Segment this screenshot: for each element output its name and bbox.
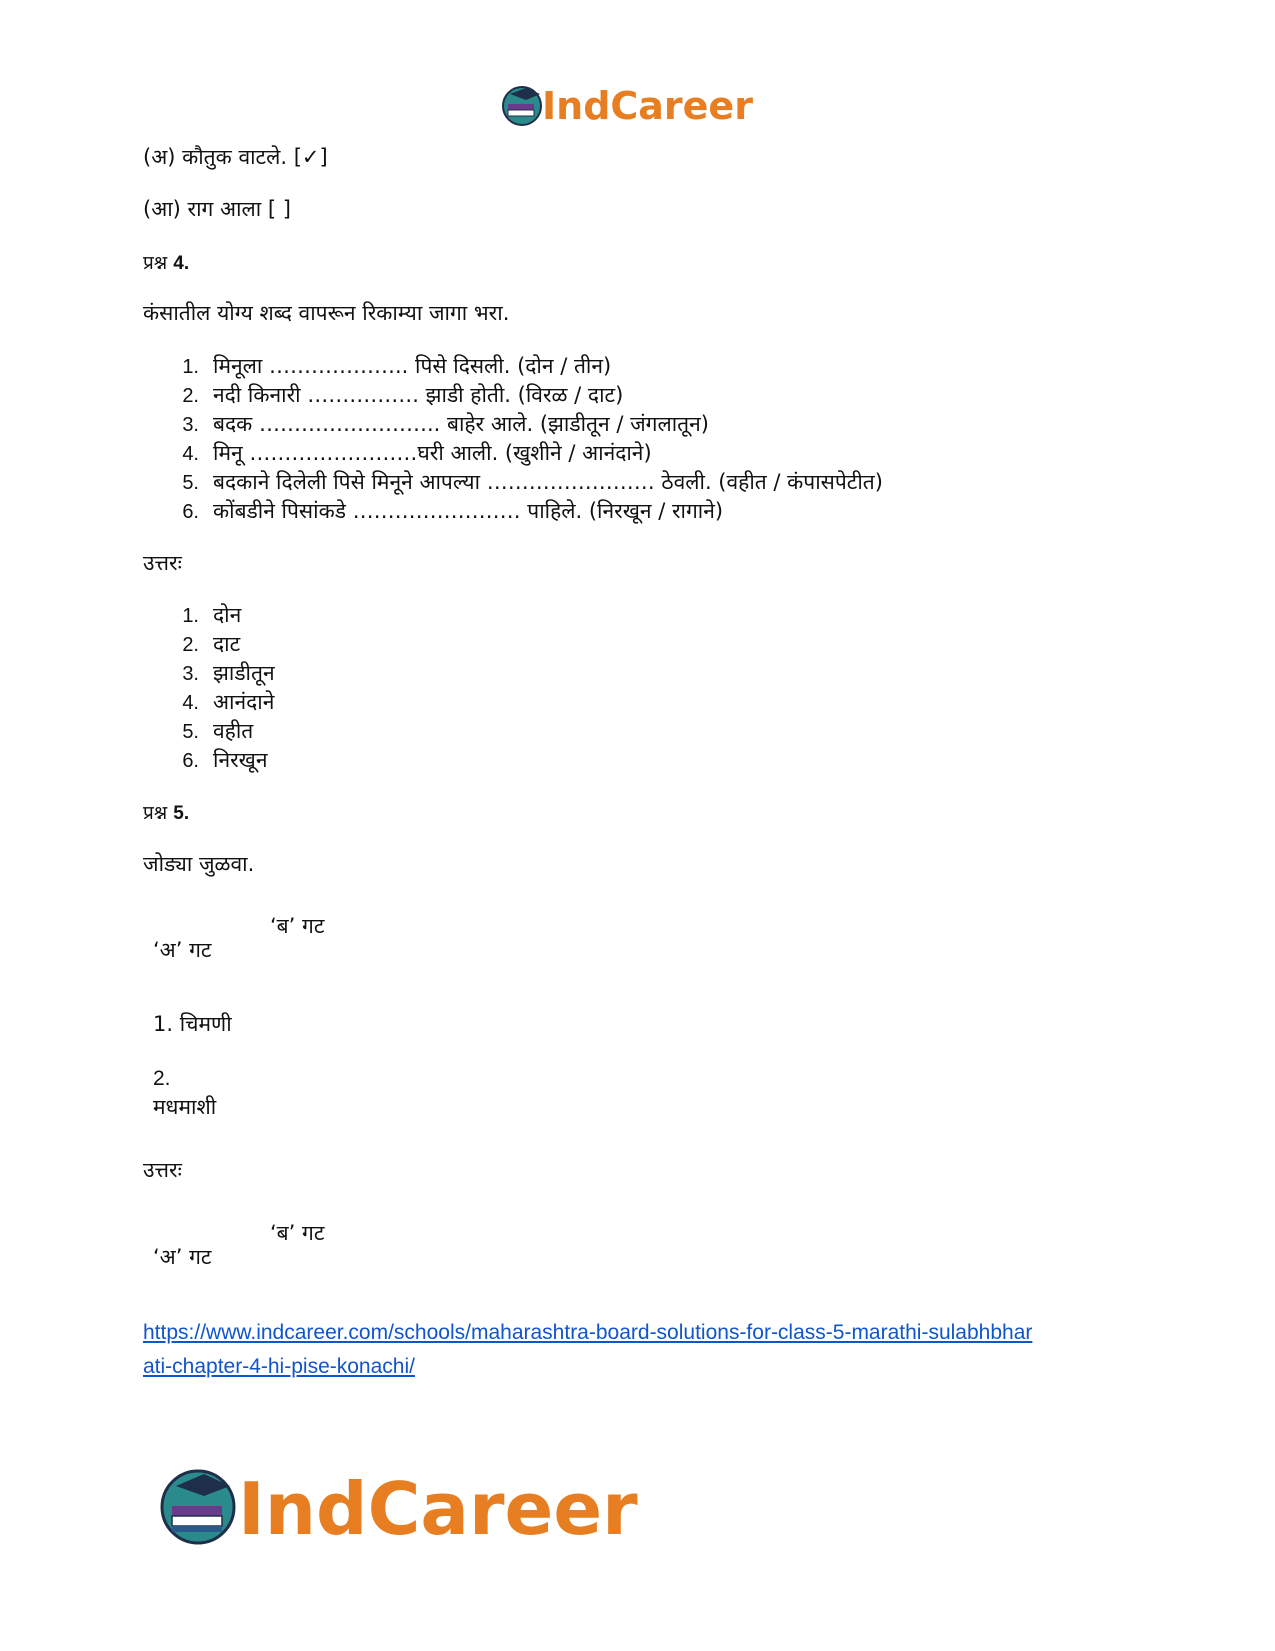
source-link-line-1[interactable]: https://www.indcareer.com/schools/maharashtra-board-solutions-for-class-5-marathi-sulabhbhar — [143, 1321, 1033, 1344]
answer-label: उत्तरः — [143, 1158, 182, 1182]
list-item-number: 3. — [182, 663, 199, 685]
list-item-text: बदकाने दिलेली पिसे मिनूने आपल्या …………………… ठेवली. (वहीत / कंपासपेटीत) — [213, 470, 883, 494]
list-item — [153, 498, 723, 525]
list-item-number: 2. — [182, 634, 199, 656]
list-item-text: वहीत — [213, 719, 254, 743]
list-item-number: 2. — [182, 385, 199, 407]
question-number: 5. — [173, 803, 190, 824]
question-4-heading — [143, 249, 189, 275]
list-item — [153, 469, 883, 496]
list-item — [153, 440, 652, 467]
list-item-number: 4. — [182, 443, 199, 465]
list-item-text: दाट — [213, 632, 241, 656]
list-item-text: बदक …………………….. बाहेर आले. (झाडीतून / जंगलातून) — [213, 412, 709, 436]
list-item-text: आनंदाने — [213, 690, 275, 714]
column-a-header: ‘अ’ गट — [153, 1245, 212, 1269]
list-item-number: 4. — [182, 692, 199, 714]
brand-logo-footer — [160, 1462, 670, 1552]
question-5-instruction: जोड्या जुळवा. — [143, 852, 255, 876]
list-item-number: 6. — [182, 750, 199, 772]
option-a: (अ) कौतुक वाटले. [✓] — [143, 145, 328, 169]
logo-wordmark: IndCareer — [238, 1467, 638, 1551]
column-b-header: ‘ब’ गट — [270, 914, 325, 938]
list-item-number: 3. — [182, 414, 199, 436]
list-item-number: 5. — [182, 721, 199, 743]
question-4-instruction: कंसातील योग्य शब्द वापरून रिकाम्या जागा भरा. — [143, 301, 510, 325]
column-a-header: ‘अ’ गट — [153, 938, 212, 962]
list-item — [153, 718, 253, 745]
answer-label: उत्तरः — [143, 551, 182, 575]
match-row-2-text: मधमाशी — [153, 1095, 217, 1119]
list-item-number: 6. — [182, 501, 199, 523]
list-item-text: नदी किनारी ……………. झाडी होती. (विरळ / दाट) — [213, 383, 624, 407]
list-item — [153, 411, 709, 438]
question-label: प्रश्न — [143, 252, 168, 274]
list-item — [153, 689, 274, 716]
list-item-number: 1. — [182, 356, 199, 378]
match-row-2-number: 2. — [153, 1067, 171, 1090]
list-item — [153, 631, 240, 658]
match-row-1: 1. चिमणी — [153, 1012, 232, 1036]
question-5-heading — [143, 799, 189, 825]
column-b-header: ‘ब’ गट — [270, 1221, 325, 1245]
list-item-text: दोन — [213, 603, 242, 627]
list-item — [153, 747, 268, 774]
list-item-text: झाडीतून — [213, 661, 275, 685]
list-item-text: कोंबडीने पिसांकडे …………………… पाहिले. (निरखून / रागाने) — [213, 499, 724, 523]
list-item-number: 1. — [182, 605, 199, 627]
list-item-number: 5. — [182, 472, 199, 494]
brand-logo-header — [500, 80, 770, 130]
list-item — [153, 382, 623, 409]
question-number: 4. — [173, 253, 190, 274]
logo-wordmark: IndCareer — [542, 84, 753, 128]
list-item-text: मिनू ……………………घरी आली. (खुशीने / आनंदाने) — [213, 441, 652, 465]
option-aa: (आ) राग आला [ ] — [143, 197, 291, 221]
list-item — [153, 353, 611, 380]
list-item-text: निरखून — [213, 748, 268, 772]
list-item — [153, 660, 275, 687]
list-item — [153, 602, 241, 629]
list-item-text: मिनूला ……………….. पिसे दिसली. (दोन / तीन) — [213, 354, 612, 378]
question-label: प्रश्न — [143, 802, 168, 824]
source-link-line-2[interactable]: ati-chapter-4-hi-pise-konachi/ — [143, 1355, 415, 1378]
